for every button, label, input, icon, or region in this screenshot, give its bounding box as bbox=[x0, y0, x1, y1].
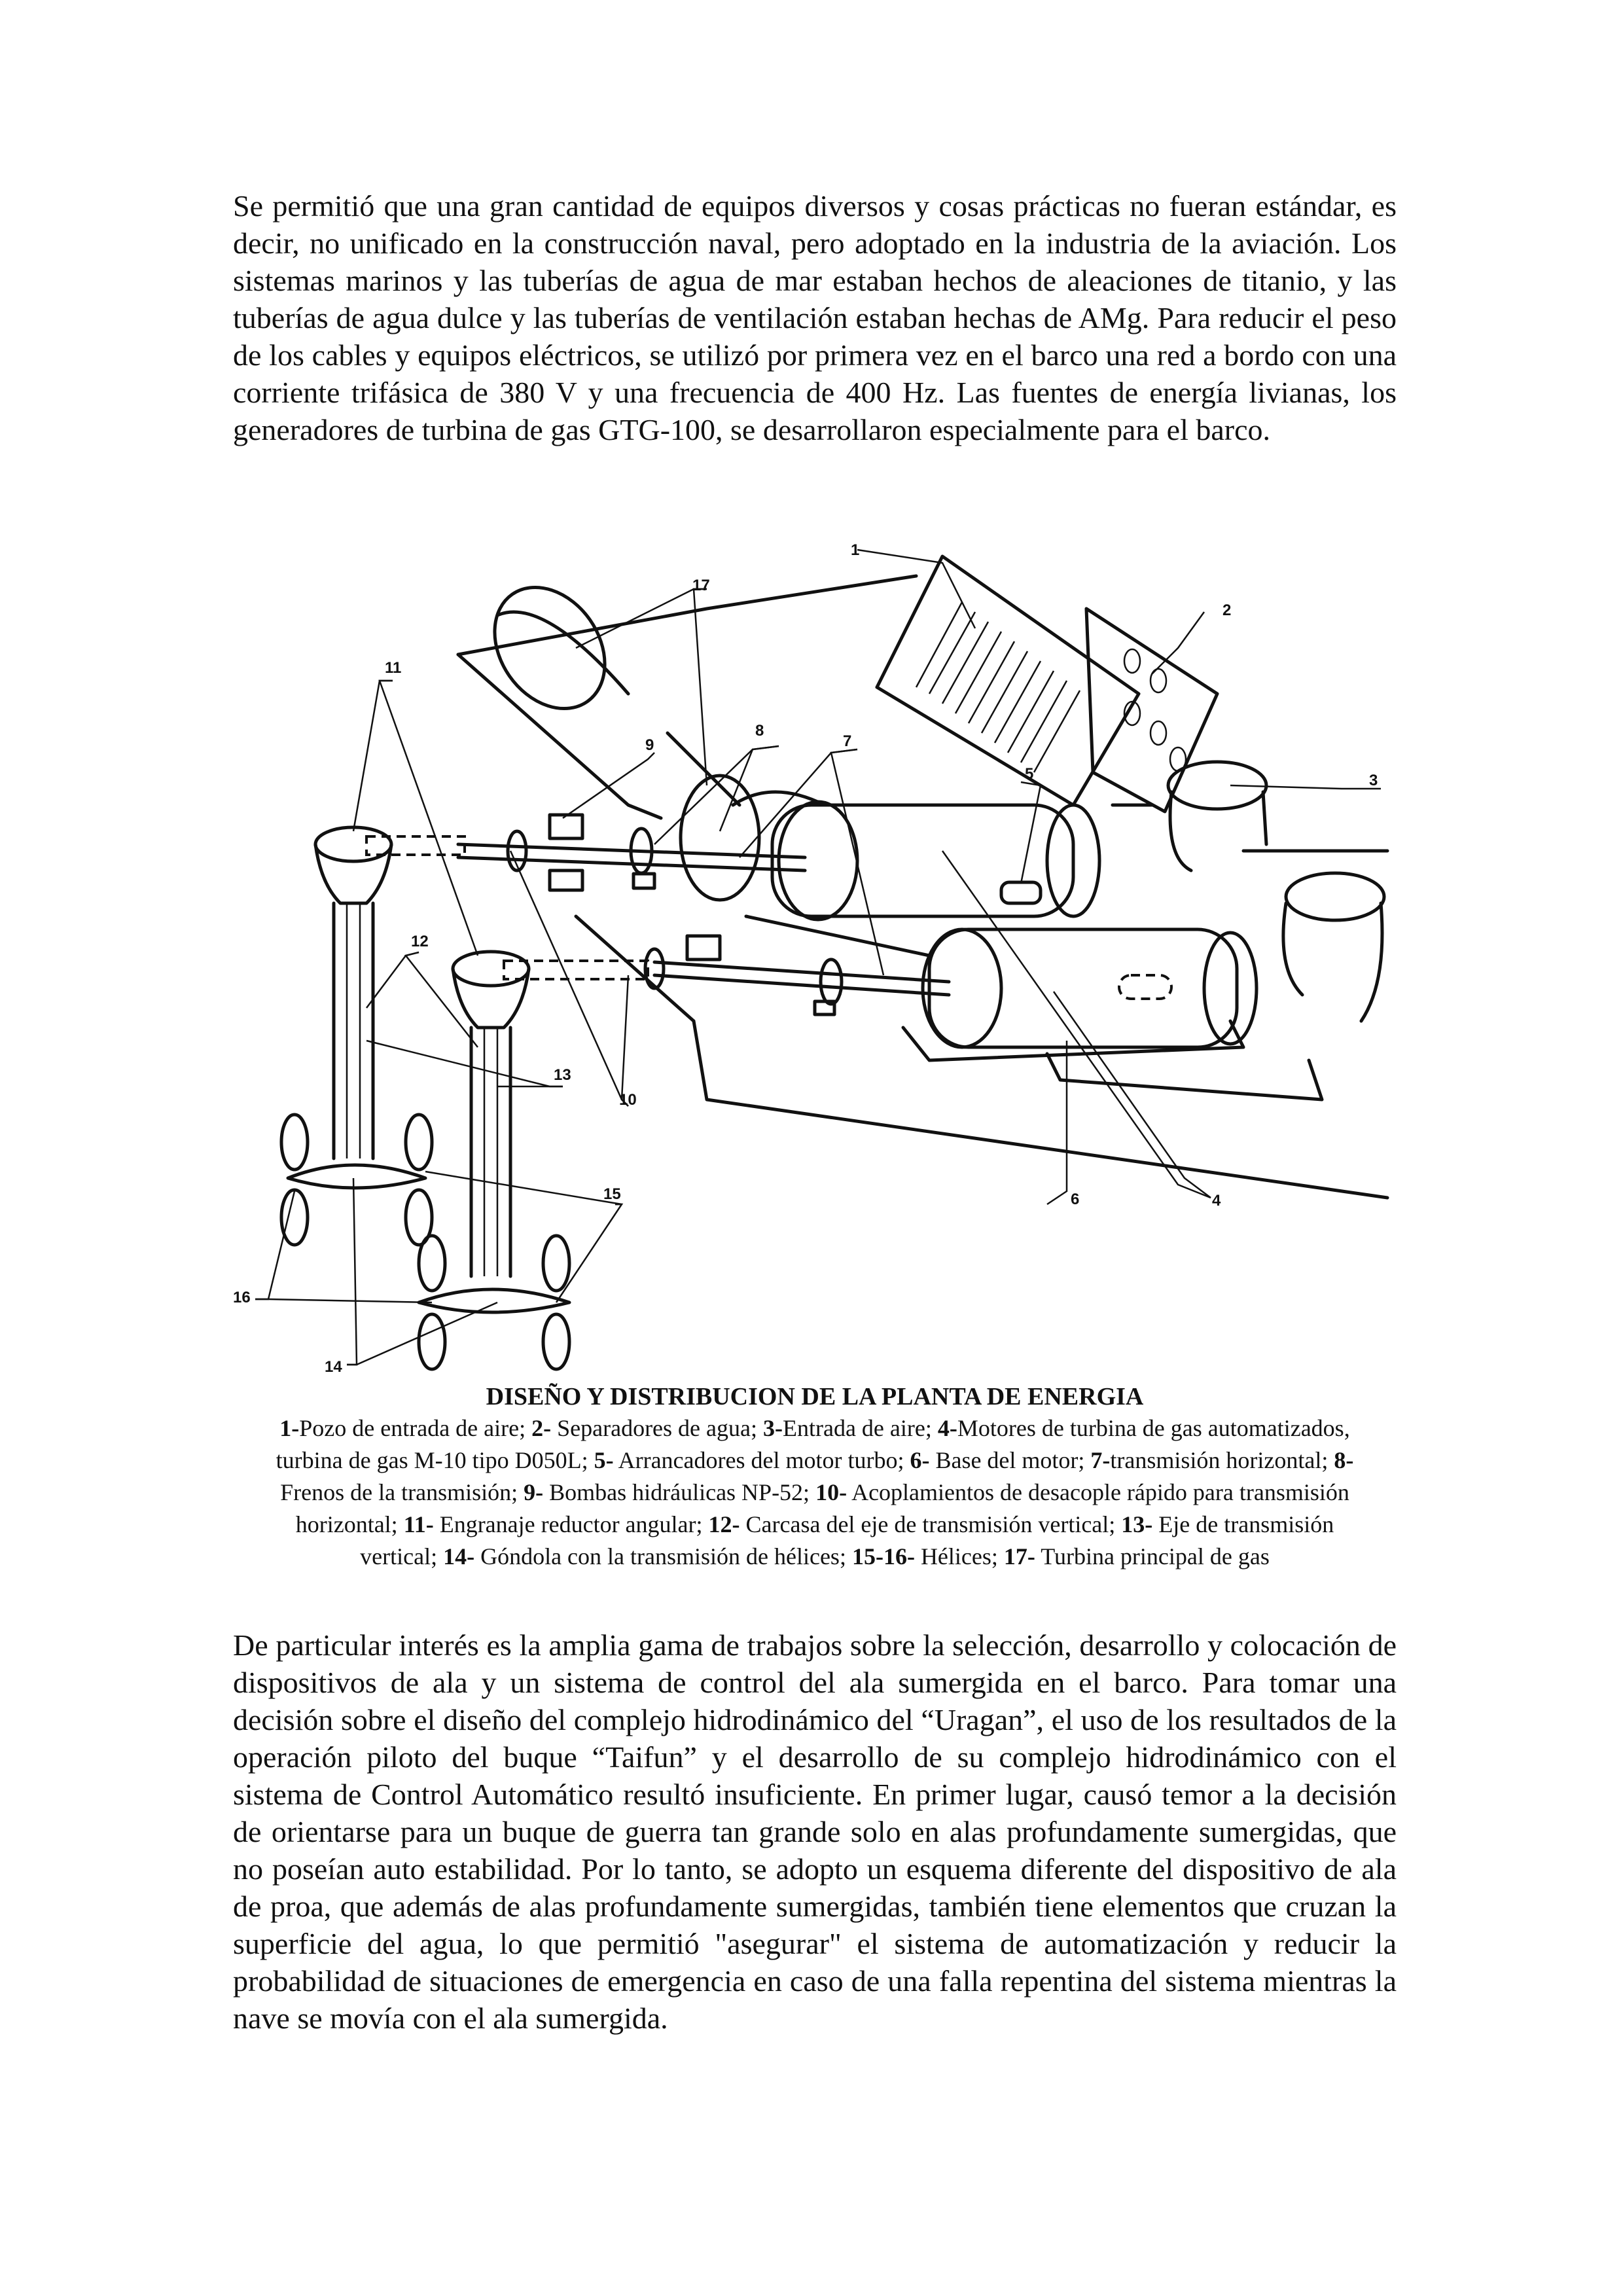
label-6: 6 bbox=[1071, 1191, 1080, 1208]
legend-text: Separadores de agua; bbox=[551, 1415, 763, 1441]
legend-number: 9- bbox=[524, 1479, 544, 1505]
label-14: 14 bbox=[325, 1358, 342, 1376]
legend-number: 10- bbox=[815, 1479, 847, 1505]
hydrodynamic-paragraph: De particular interés es la amplia gama de trabajos sobre la selección, desarrollo y colocación de dispositivos de ala y un sistema de control del ala sumergida en el barco. Para tomar una decisión sobre el diseño del complejo hidrodinámico del “Uragan”, el uso de los resultados de la operación piloto del buque “Taifun” y el desarrollo de su complejo hidrodinámico con el sistema de Control Automático resultó insuficiente. En primer lugar, causó temor a la decisión de orientarse para un buque de guerra tan grande solo en alas profundamente sumergidas, que no poseían auto estabilidad. Por lo tanto, se adopto un esquema diferente del dispositivo de ala de proa, que además de alas profundamente sumergidas, también tiene elementos que cruzan la superficie del agua, lo que permitió "asegurar" el sistema de automatización y reducir la probabilidad de situaciones de emergencia en caso de una falla repentina del sistema mientras la nave se movía con el ala sumergida. bbox=[233, 1628, 1397, 2035]
label-17: 17 bbox=[692, 577, 710, 594]
water-separators bbox=[1086, 609, 1217, 812]
legend-number: 17- bbox=[1003, 1543, 1035, 1570]
legend-number: 7- bbox=[1090, 1447, 1111, 1473]
label-12: 12 bbox=[411, 933, 429, 950]
label-13: 13 bbox=[554, 1066, 571, 1084]
legend-number: 1- bbox=[279, 1415, 300, 1441]
label-9: 9 bbox=[645, 736, 654, 754]
label-16: 16 bbox=[233, 1289, 251, 1306]
label-8: 8 bbox=[755, 722, 764, 740]
legend-text: Turbina principal de gas bbox=[1035, 1543, 1270, 1570]
intro-paragraph: Se permitió que una gran cantidad de equipos diversos y cosas prácticas no fueran estándar, es decir, no unificado en la construcción naval, pero adoptado en la industria de la aviación. Los sistemas marinos y las tuberías de agua de mar estaban hechos de aleaciones de titanio, y las tuberías de agua dulce y las tuberías de ventilación estaban hechas de AMg. Para reducir el peso de los cables y equipos eléctricos, se utilizó por primera vez en el barco una red a bordo con una corriente trifásica de 380 V y una frecuencia de 400 Hz. Las fuentes de energía livianas, los generadores de turbina de gas GTG-100, se desarrollaron especialmente para el barco. bbox=[233, 189, 1397, 446]
figure-caption-title: DISEÑO Y DISTRIBUCION DE LA PLANTA DE ENERGIA bbox=[486, 1383, 1144, 1410]
legend-text: Entrada de aire; bbox=[782, 1415, 938, 1441]
air-inlets bbox=[1168, 762, 1384, 1021]
legend-number: 11- bbox=[403, 1511, 434, 1537]
legend-number: 4- bbox=[937, 1415, 957, 1441]
main-gas-turbine bbox=[472, 566, 628, 730]
legend-text: Eje de transmisión vertical; bbox=[360, 1511, 1334, 1570]
propellers bbox=[281, 1115, 569, 1369]
legend-text: Acoplamientos de desacople rápido para transmisión horizontal; bbox=[295, 1479, 1349, 1537]
quick-release-couplings bbox=[508, 831, 664, 988]
legend-text: Arrancadores del motor turbo; bbox=[613, 1447, 910, 1473]
legend-number: 3- bbox=[762, 1415, 783, 1441]
figure-caption-legend bbox=[262, 1412, 1368, 1573]
legend-number: 13- bbox=[1121, 1511, 1153, 1537]
turbo-starters bbox=[1001, 882, 1041, 903]
label-7: 7 bbox=[843, 732, 852, 750]
label-3: 3 bbox=[1369, 772, 1378, 789]
legend-text: Góndola con la transmisión de hélices; bbox=[474, 1543, 852, 1570]
horizontal-transmission bbox=[458, 844, 949, 995]
legend-number: 6- bbox=[910, 1447, 930, 1473]
legend-text: Motores de turbina de gas automatizados, turbina de gas M-10 tipo D050L; bbox=[276, 1415, 1350, 1473]
legend-text: Bombas hidráulicas NP-52; bbox=[543, 1479, 816, 1505]
label-4: 4 bbox=[1212, 1192, 1221, 1210]
legend-text: Hélices; bbox=[914, 1543, 1004, 1570]
legend-number: 2- bbox=[531, 1415, 552, 1441]
power-plant-diagram bbox=[223, 524, 1400, 1394]
label-15: 15 bbox=[603, 1185, 621, 1203]
legend-text: Pozo de entrada de aire; bbox=[299, 1415, 532, 1441]
legend-text: Engranaje reductor angular; bbox=[433, 1511, 709, 1537]
gas-turbine-engines bbox=[733, 792, 1322, 1100]
legend-number: 5- bbox=[594, 1447, 614, 1473]
legend-number: 8- bbox=[1334, 1447, 1354, 1473]
air-intake-shaft bbox=[877, 556, 1139, 805]
legend-number: 12- bbox=[708, 1511, 740, 1537]
legend-number: 14- bbox=[443, 1543, 475, 1570]
vertical-shafts bbox=[334, 903, 510, 1276]
label-10: 10 bbox=[619, 1091, 637, 1109]
label-11: 11 bbox=[385, 659, 402, 677]
legend-text: Base del motor; bbox=[929, 1447, 1091, 1473]
legend-text: transmisión horizontal; bbox=[1110, 1447, 1334, 1473]
label-5: 5 bbox=[1025, 765, 1034, 783]
hull-outline bbox=[458, 576, 1387, 1198]
legend-text: Frenos de la transmisión; bbox=[280, 1479, 524, 1505]
label-1: 1 bbox=[851, 541, 860, 559]
legend-number: 15-16- bbox=[851, 1543, 915, 1570]
label-2: 2 bbox=[1222, 601, 1232, 619]
legend-text: Carcasa del eje de transmisión vertical; bbox=[740, 1511, 1122, 1537]
